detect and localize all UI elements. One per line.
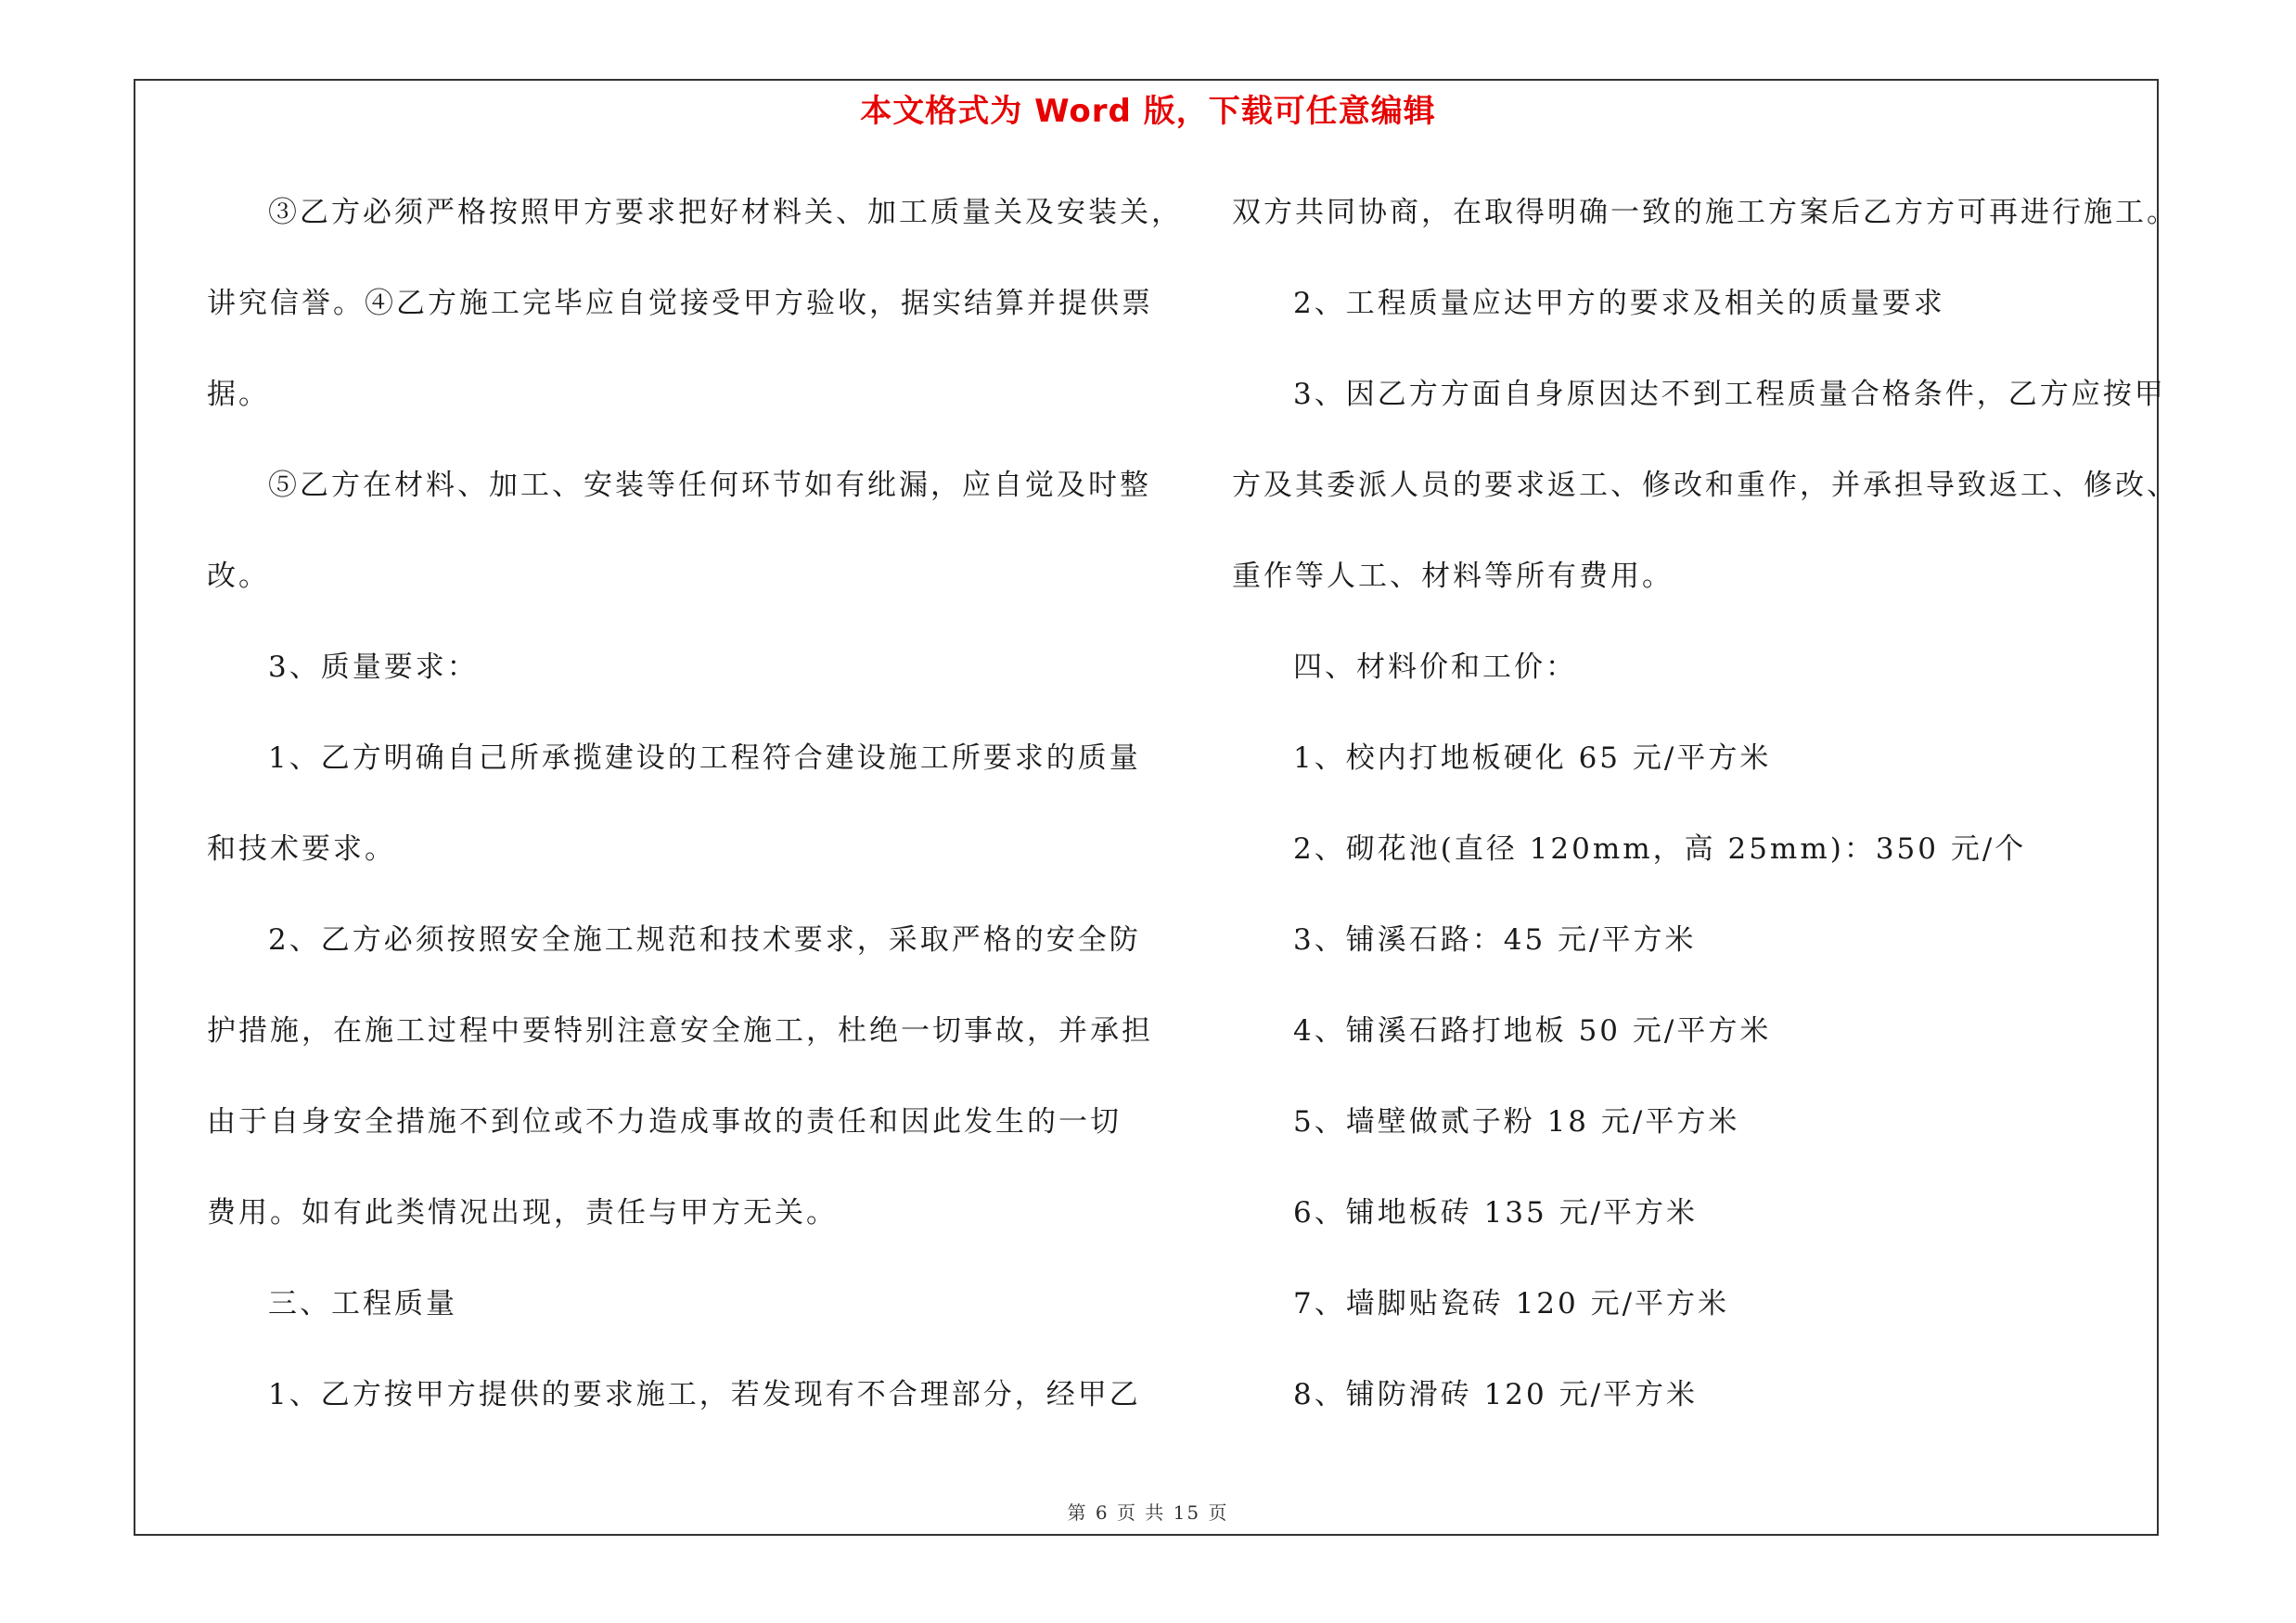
paragraph-line: 费用。如有此类情况出现，责任与甲方无关。 — [207, 1196, 838, 1230]
price-list-item: 1、校内打地板硬化 65 元/平方米 — [1293, 741, 1772, 775]
paragraph-line: 重作等人工、材料等所有费用。 — [1232, 560, 1674, 593]
price-list-item: 5、墙壁做贰子粉 18 元/平方米 — [1293, 1105, 1740, 1139]
paragraph-line: 2、乙方必须按照安全施工规范和技术要求，采取严格的安全防 — [268, 923, 1141, 957]
paragraph-line: ⑤乙方在材料、加工、安装等任何环节如有纰漏，应自觉及时整 — [268, 469, 1151, 502]
paragraph-line: 双方共同协商，在取得明确一致的施工方案后乙方方可再进行施工。 — [1232, 196, 2178, 229]
page-number-footer: 第 6 页 共 15 页 — [1067, 1501, 1229, 1524]
paragraph-line: 1、乙方按甲方提供的要求施工，若发现有不合理部分，经甲乙 — [268, 1378, 1141, 1411]
header-banner: 本文格式为 Word 版，下载可任意编辑 — [860, 93, 1436, 130]
price-list-item: 6、铺地板砖 135 元/平方米 — [1293, 1196, 1699, 1230]
paragraph-line: 护措施，在施工过程中要特别注意安全施工，杜绝一切事故，并承担 — [207, 1014, 1153, 1048]
paragraph-line: 和技术要求。 — [207, 832, 396, 866]
price-list-item: 4、铺溪石路打地板 50 元/平方米 — [1293, 1014, 1772, 1048]
paragraph-line: 方及其委派人员的要求返工、修改和重作，并承担导致返工、修改、 — [1232, 469, 2178, 502]
left-column — [207, 182, 1183, 1455]
paragraph-line: 3、因乙方方面自身原因达不到工程质量合格条件，乙方应按甲 — [1293, 378, 2166, 411]
price-list-item: 3、铺溪石路：45 元/平方米 — [1293, 923, 1697, 957]
price-list-item: 2、砌花池(直径 120mm，高 25mm)：350 元/个 — [1293, 832, 2027, 866]
paragraph-line: 2、工程质量应达甲方的要求及相关的质量要求 — [1293, 287, 1945, 320]
section-heading: 四、材料价和工价： — [1293, 650, 1577, 684]
paragraph-line: ③乙方必须严格按照甲方要求把好材料关、加工质量关及安装关， — [268, 196, 1183, 229]
paragraph-line: 据。 — [207, 378, 270, 411]
right-column — [1232, 182, 2178, 1455]
price-list-item: 7、墙脚贴瓷砖 120 元/平方米 — [1293, 1287, 1730, 1320]
paragraph-line: 讲究信誉。④乙方施工完毕应自觉接受甲方验收，据实结算并提供票 — [207, 287, 1153, 320]
paragraph-line: 由于自身安全措施不到位或不力造成事故的责任和因此发生的一切 — [207, 1105, 1122, 1139]
section-heading: 三、工程质量 — [268, 1287, 457, 1320]
section-heading: 3、质量要求： — [268, 650, 479, 684]
paragraph-line: 改。 — [207, 560, 270, 593]
price-list-item: 8、铺防滑砖 120 元/平方米 — [1293, 1378, 1699, 1411]
paragraph-line: 1、乙方明确自己所承揽建设的工程符合建设施工所要求的质量 — [268, 741, 1141, 775]
